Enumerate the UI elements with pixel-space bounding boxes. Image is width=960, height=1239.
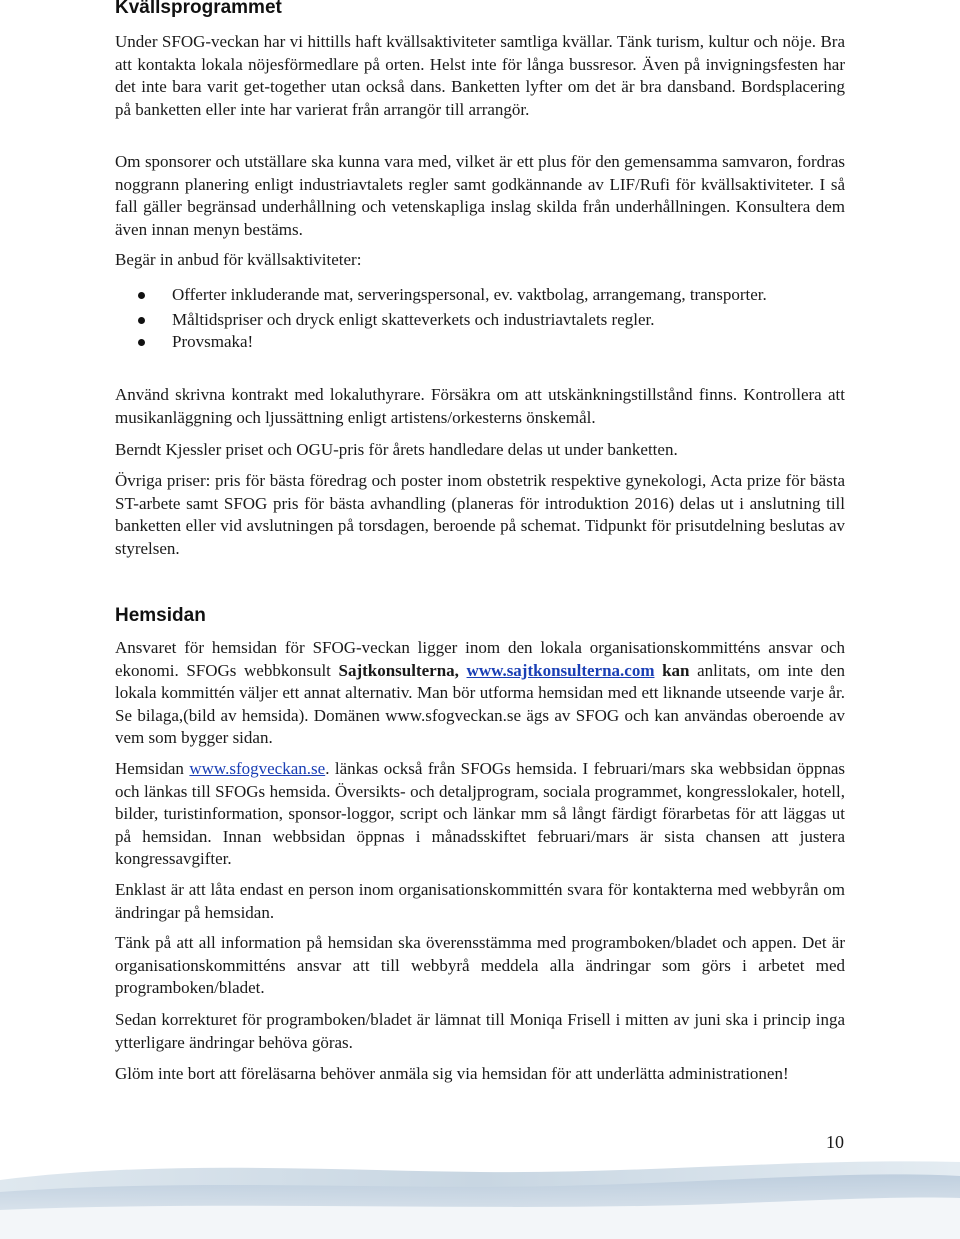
page-number: 10 [826,1132,844,1152]
bullet-icon [138,339,145,346]
paragraph: Enklast är att låta endast en person inom organisationskommittén svara för kontakterna med webbyrån om ändringar på hemsidan. [115,880,845,922]
paragraph: Hemsidan www.sfogveckan.se. länkas också från SFOGs hemsida. I februari/mars ska webbsidan öppnas och länkas till SFOGs hemsida. Översikts- och detaljprogram, sociala programmet, kongresslokaler, hotell, bilder, turistinformation, sponsor-loggor, script och länkar mm så långt färdigt förarbetas för att läggas ut på hemsidan. Innan webbsidan öppnas i månadsskiftet februari/mars är sista chansen att justera kongressavgifter. [115,759,845,868]
sfogveckan-link[interactable]: www.sfogveckan.se [189,759,326,778]
paragraph: Glöm inte bort att föreläsarna behöver anmäla sig via hemsidan för att underlätta administrationen! [115,1064,789,1083]
section-heading-kvallsprogrammet: Kvällsprogrammet [115,0,282,18]
paragraph: Tänk på att all information på hemsidan ska överensstämma med programboken/bladet och appen. Det är organisationskommitténs ansvar att till webbyrå meddela alla ändringar som görs i arbetet med programboken/bladet. [115,933,845,997]
sajtkonsulterna-link[interactable]: www.sajtkonsulterna.com [466,660,655,680]
paragraph: Under SFOG-veckan har vi hittills haft kvällsaktiviteter samtliga kvällar. Tänk turism, kultur och nöje. Bra att kontakta lokala nöjesförmedlare på orten. Helst inte för långa bussresor. Även på invigningsfesten har det inte bara varit get-together utan också dans. Banketten lyfter om det är bra dansband. Bordsplacering på banketten eller inte har varierat från arrangör till arrangör. [115,32,845,119]
bullet-icon [138,292,145,299]
paragraph: Berndt Kjessler priset och OGU-pris för årets handledare delas ut under banketten. [115,440,678,459]
paragraph: Övriga priser: pris för bästa föredrag och poster inom obstetrik respektive gynekologi, Acta prize för bästa ST-arbete samt SFOG pris för bästa avhandling (planeras för introduktion 2016) delas ut i anslutning till banketten eller vid avslutningen på torsdagen, beroende på schemat. Tidpunkt för prisutdelning beslutas av styrelsen. [115,471,845,558]
bullet-icon [138,317,145,324]
paragraph: Ansvaret för hemsidan för SFOG-veckan ligger inom den lokala organisationskommitténs ansvar och ekonomi. SFOGs webbkonsult Sajtkonsulterna, www.sajtkonsulterna.com kan anlitats, om inte den lokala kommittén väljer ett annat alternativ. Man bör utforma hemsidan med ett liknande utseende varje år. Se bilaga,(bild av hemsida). Domänen www.sfogveckan.se ägs av SFOG och kan användas oberoende av vem som bygger sidan. [115,638,846,747]
paragraph: Om sponsorer och utställare ska kunna vara med, vilket är ett plus för den gemensamma samvaron, fordras noggrann planering enligt industriavtalets regler samt godkännande av LIF/Rufi för kvällsaktiviteter. I så fall gäller begränsad underhållning och vetenskapliga inslag skilda från underhållningen. Konsultera dem även innan menyn bestäms. [115,152,845,239]
paragraph: Sedan korrekturet för programboken/bladet är lämnat till Moniqa Frisell i mitten av juni ska i princip inga ytterligare ändringar behöva göras. [115,1010,845,1052]
footer-wave-decoration [0,1150,960,1239]
bullet-list [115,284,845,354]
list-item: Provsmaka! [115,331,845,354]
section-heading-hemsidan: Hemsidan [115,605,206,626]
list-item: Måltidspriser och dryck enligt skatteverkets och industriavtalets regler. [115,309,845,332]
list-item: Offerter inkluderande mat, serveringspersonal, ev. vaktbolag, arrangemang, transporter. [115,284,845,307]
paragraph: Begär in anbud för kvällsaktiviteter: [115,250,362,269]
paragraph: Använd skrivna kontrakt med lokaluthyrare. Försäkra om att utskänkningstillstånd finns. Kontrollera att musikanläggning och ljussättning enligt artistens/orkesterns önskemål. [115,385,845,427]
